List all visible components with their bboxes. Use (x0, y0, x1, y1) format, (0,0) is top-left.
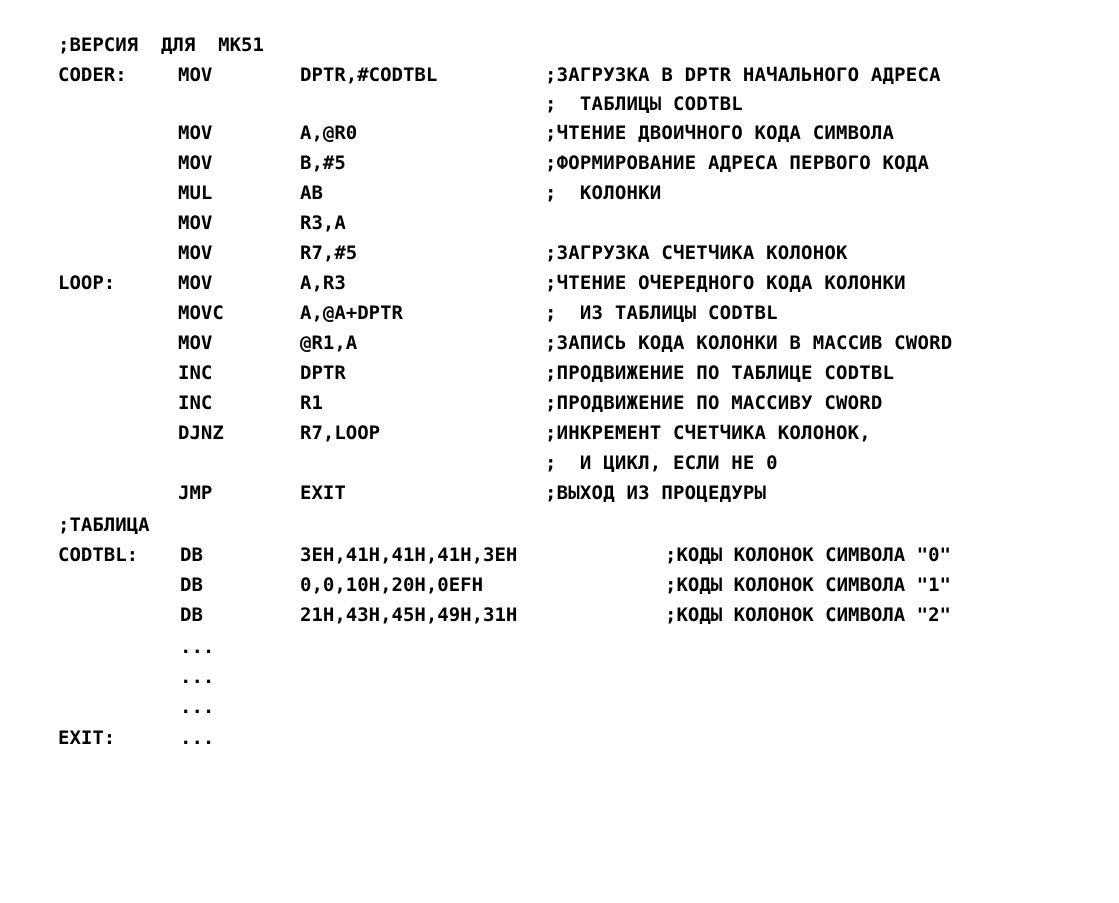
listing-header: ;ВЕРСИЯ ДЛЯ МК51 (58, 34, 264, 56)
table-values: 0,0,10H,20H,0EFH (300, 574, 484, 596)
table-line (0, 600, 1119, 630)
table-comment: ;КОДЫ КОЛОНОК СИМВОЛА "2" (665, 604, 951, 626)
code-comment: ;ПРОДВИЖЕНИЕ ПО МАССИВУ CWORD (545, 392, 883, 414)
table-directive: DB (180, 574, 203, 596)
code-operands: B,#5 (300, 152, 346, 174)
table-comment: ;КОДЫ КОЛОНОК СИМВОЛА "1" (665, 574, 951, 596)
exit-label: EXIT: (58, 727, 116, 749)
code-line (0, 268, 1119, 298)
code-mnemonic: DJNZ (178, 422, 224, 444)
code-mnemonic: JMP (178, 482, 213, 504)
code-operands: AB (300, 182, 323, 204)
code-comment: ; КОЛОНКИ (545, 182, 662, 204)
code-line (0, 298, 1119, 328)
code-line (0, 418, 1119, 448)
table-comment: ;КОДЫ КОЛОНОК СИМВОЛА "0" (665, 544, 951, 566)
table-values: 21H,43H,45H,49H,31H (300, 604, 518, 626)
code-mnemonic: INC (178, 362, 213, 384)
table-directive: DB (180, 604, 203, 626)
code-operands: A,R3 (300, 272, 346, 294)
code-mnemonic: MOV (178, 122, 213, 144)
table-line (0, 570, 1119, 600)
code-mnemonic: MOV (178, 212, 213, 234)
code-line (0, 208, 1119, 238)
table-ellipsis: ... (180, 666, 215, 688)
code-line (0, 448, 1119, 478)
code-line (0, 478, 1119, 508)
code-operands: R7,#5 (300, 242, 358, 264)
code-comment: ;ЗАГРУЗКА В DPTR НАЧАЛЬНОГО АДРЕСА (545, 64, 941, 86)
table-values: 3EH,41H,41H,41H,3EH (300, 544, 518, 566)
code-operands: R3,A (300, 212, 346, 234)
code-line (0, 238, 1119, 268)
code-comment: ;ИНКРЕМЕНТ СЧЕТЧИКА КОЛОНОК, (545, 422, 871, 444)
code-operands: DPTR,#CODTBL (300, 64, 438, 86)
code-operands: DPTR (300, 362, 346, 384)
code-line (0, 388, 1119, 418)
code-mnemonic: MOVC (178, 302, 224, 324)
code-label: LOOP: (58, 272, 116, 294)
table-line (0, 692, 1119, 722)
code-comment: ; ТАБЛИЦЫ CODTBL (545, 93, 743, 115)
code-mnemonic: INC (178, 392, 213, 414)
code-operands: A,@R0 (300, 122, 358, 144)
table-ellipsis: ... (180, 636, 215, 658)
code-mnemonic: MOV (178, 242, 213, 264)
code-operands: EXIT (300, 482, 346, 504)
table-line (0, 723, 1119, 753)
code-mnemonic: MOV (178, 152, 213, 174)
code-comment: ;ЧТЕНИЕ ДВОИЧНОГО КОДА СИМВОЛА (545, 122, 895, 144)
table-line (0, 632, 1119, 662)
code-comment: ;ФОРМИРОВАНИЕ АДРЕСА ПЕРВОГО КОДА (545, 152, 930, 174)
code-line (0, 178, 1119, 208)
code-mnemonic: MOV (178, 332, 213, 354)
code-operands: R1 (300, 392, 323, 414)
listing-header-line (0, 30, 1119, 60)
code-comment: ;ЗАПИСЬ КОДА КОЛОНКИ В МАССИВ CWORD (545, 332, 953, 354)
table-ellipsis: ... (180, 696, 215, 718)
code-line (0, 89, 1119, 119)
table-line (0, 662, 1119, 692)
code-label: CODER: (58, 64, 127, 86)
code-operands: A,@A+DPTR (300, 302, 403, 324)
code-line (0, 148, 1119, 178)
code-operands: @R1,A (300, 332, 358, 354)
table-line (0, 540, 1119, 570)
table-header-line (0, 510, 1119, 540)
code-comment: ;ЧТЕНИЕ ОЧЕРЕДНОГО КОДА КОЛОНКИ (545, 272, 906, 294)
table-label: CODTBL: (58, 544, 139, 566)
code-comment: ; ИЗ ТАБЛИЦЫ CODTBL (545, 302, 778, 324)
code-line (0, 358, 1119, 388)
code-line (0, 328, 1119, 358)
code-comment: ;ПРОДВИЖЕНИЕ ПО ТАБЛИЦЕ CODTBL (545, 362, 895, 384)
table-ellipsis: ... (180, 727, 215, 749)
code-comment: ; И ЦИКЛ, ЕСЛИ НЕ 0 (545, 452, 778, 474)
code-mnemonic: MOV (178, 64, 213, 86)
code-comment: ;ВЫХОД ИЗ ПРОЦЕДУРЫ (545, 482, 767, 504)
code-line (0, 118, 1119, 148)
table-directive: DB (180, 544, 203, 566)
code-mnemonic: MUL (178, 182, 213, 204)
code-line (0, 60, 1119, 90)
code-mnemonic: MOV (178, 272, 213, 294)
table-header: ;ТАБЛИЦА (58, 514, 150, 536)
code-comment: ;ЗАГРУЗКА СЧЕТЧИКА КОЛОНОК (545, 242, 848, 264)
code-operands: R7,LOOP (300, 422, 381, 444)
